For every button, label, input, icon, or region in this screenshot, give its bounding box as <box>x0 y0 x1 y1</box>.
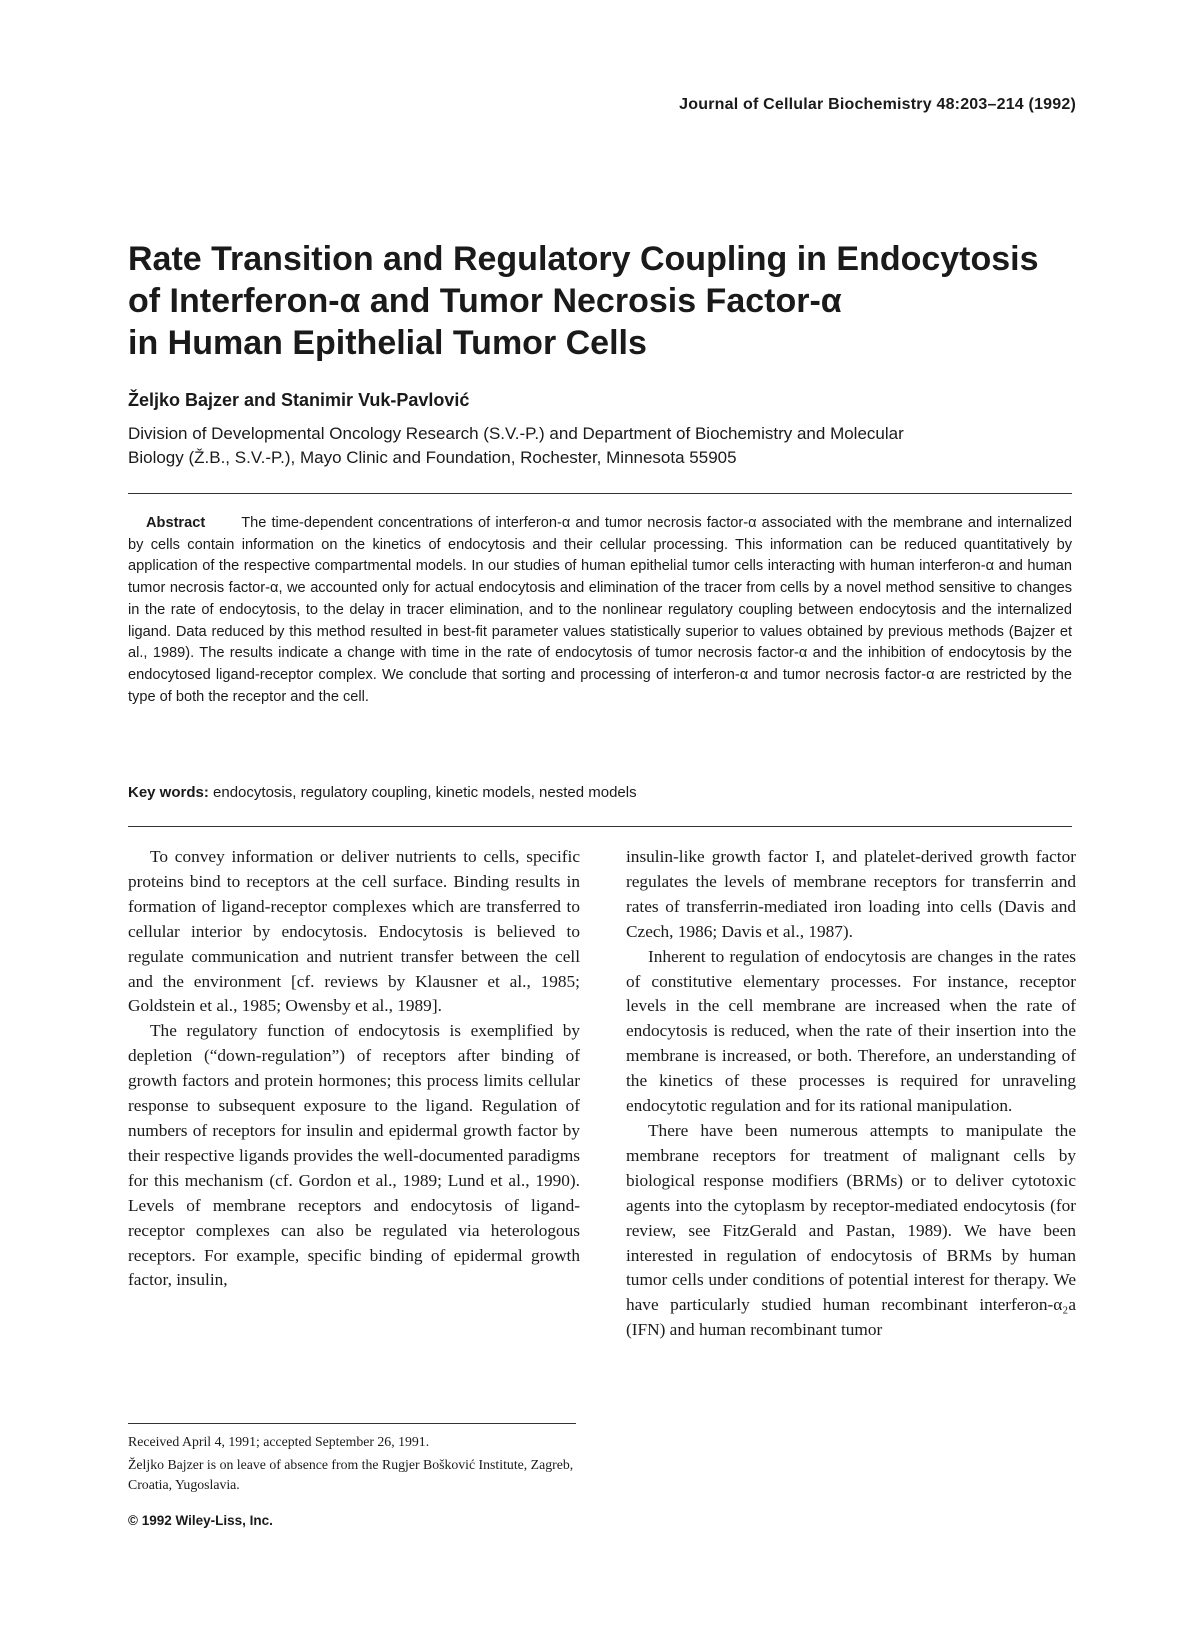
paragraph: insulin-like growth factor I, and platelet-derived growth factor regulates the levels of membrane receptors for transferrin and rates of transferrin-mediated iron loading into cells (Davis and Czech, 1986; Davis et al., 1987). <box>626 847 1076 941</box>
footnote-leave: Željko Bajzer is on leave of absence from the Rugjer Bošković Institute, Zagreb, Croatia, Yugoslavia. <box>128 1457 574 1492</box>
copyright: © 1992 Wiley-Liss, Inc. <box>128 1513 273 1528</box>
footnote-received: Received April 4, 1991; accepted September 26, 1991. <box>128 1434 430 1449</box>
keywords-text: endocytosis, regulatory coupling, kinetic models, nested models <box>213 784 637 801</box>
abstract <box>128 513 1072 708</box>
paragraph: Inherent to regulation of endocytosis are changes in the rates of constitutive elementary processes. For instance, receptor levels in the cell membrane are increased when the rate of endocytosis is reduced, when the rate of their insertion into the membrane is increased, or both. Therefore, an understanding of the kinetics of these processes is required for unraveling endocytotic regulation and for its rational manipulation. <box>626 946 1076 1116</box>
journal-header: Journal of Cellular Biochemistry 48:203–214 (1992) <box>679 96 1076 113</box>
article-title <box>128 238 1088 364</box>
affiliation-line: Biology (Ž.B., S.V.-P.), Mayo Clinic and Foundation, Rochester, Minnesota 55905 <box>128 448 737 467</box>
title-line: in Human Epithelial Tumor Cells <box>128 324 647 362</box>
footnote-divider <box>128 1423 576 1424</box>
affiliation-line: Division of Developmental Oncology Research (S.V.-P.) and Department of Biochemistry and Molecular <box>128 424 904 443</box>
abstract-text: The time-dependent concentrations of interferon-α and tumor necrosis factor-α associated with the membrane and internalized by cells contain information on the kinetics of endocytosis and their cellular processing. This information can be reduced quantitatively by application of the respective compartmental models. In our studies of human epithelial tumor cells interacting with human interferon-α and human tumor necrosis factor-α, we accounted only for actual endocytosis and elimination of the tracer from cells by a novel method sensitive to changes in the rate of endocytosis, to the delay in tracer elimination, and to the nonlinear regulatory coupling between endocytosis and the internalized ligand. Data reduced by this method resulted in best-fit parameter values statistically superior to values obtained by previous methods (Bajzer et al., 1989). The results indicate a change with time in the rate of endocytosis of tumor necrosis factor-α and the inhibition of endocytosis by the endocytosed ligand-receptor complex. We conclude that sorting and processing of interferon-α and tumor necrosis factor-α are restricted by the type of both the receptor and the cell. <box>128 515 1072 705</box>
paragraph: The regulatory function of endocytosis is exemplified by depletion (“down-regulation”) of receptors after binding of growth factors and protein hormones; this process limits cellular response to subsequent exposure to the ligand. Regulation of numbers of receptors for insulin and epidermal growth factor by their respective ligands provides the well-documented paradigms for this mechanism (cf. Gordon et al., 1989; Lund et al., 1990). Levels of membrane receptors and endocytosis of ligand-receptor complexes can also be regulated via heterologous receptors. For example, specific binding of epidermal growth factor, insulin, <box>128 1021 580 1290</box>
title-line: Rate Transition and Regulatory Coupling in Endocytosis <box>128 240 1039 278</box>
paragraph: There have been numerous attempts to manipulate the membrane receptors for treatment of malignant cells by biological response modifiers (BRMs) or to deliver cytotoxic agents into the cytoplasm by receptor-mediated endocytosis (for review, see FitzGerald and Pastan, 1989). We have been interested in regulation of endocytosis of BRMs by human tumor cells under conditions of potential interest for therapy. We have particularly studied human recombinant interferon-α₂a (IFN) and human recombinant tumor <box>626 1120 1076 1340</box>
divider <box>128 826 1072 827</box>
authors: Željko Bajzer and Stanimir Vuk-Pavlović <box>128 390 470 410</box>
title-line: of Interferon-α and Tumor Necrosis Factor-α <box>128 282 842 320</box>
body-column-left <box>128 845 580 1293</box>
keywords-label: Key words: <box>128 784 209 801</box>
paragraph: To convey information or deliver nutrients to cells, specific proteins bind to receptors at the cell surface. Binding results in formation of ligand-receptor complexes which are transferred to cellular interior by endocytosis. Endocytosis is believed to regulate communication and nutrient transfer between the cell and the environment [cf. reviews by Klausner et al., 1985; Goldstein et al., 1985; Owensby et al., 1989]. <box>128 847 580 1016</box>
divider <box>128 493 1072 494</box>
keywords <box>128 784 1072 801</box>
body-column-right <box>626 845 1076 1343</box>
affiliation <box>128 422 1088 470</box>
abstract-label: Abstract <box>146 515 206 531</box>
